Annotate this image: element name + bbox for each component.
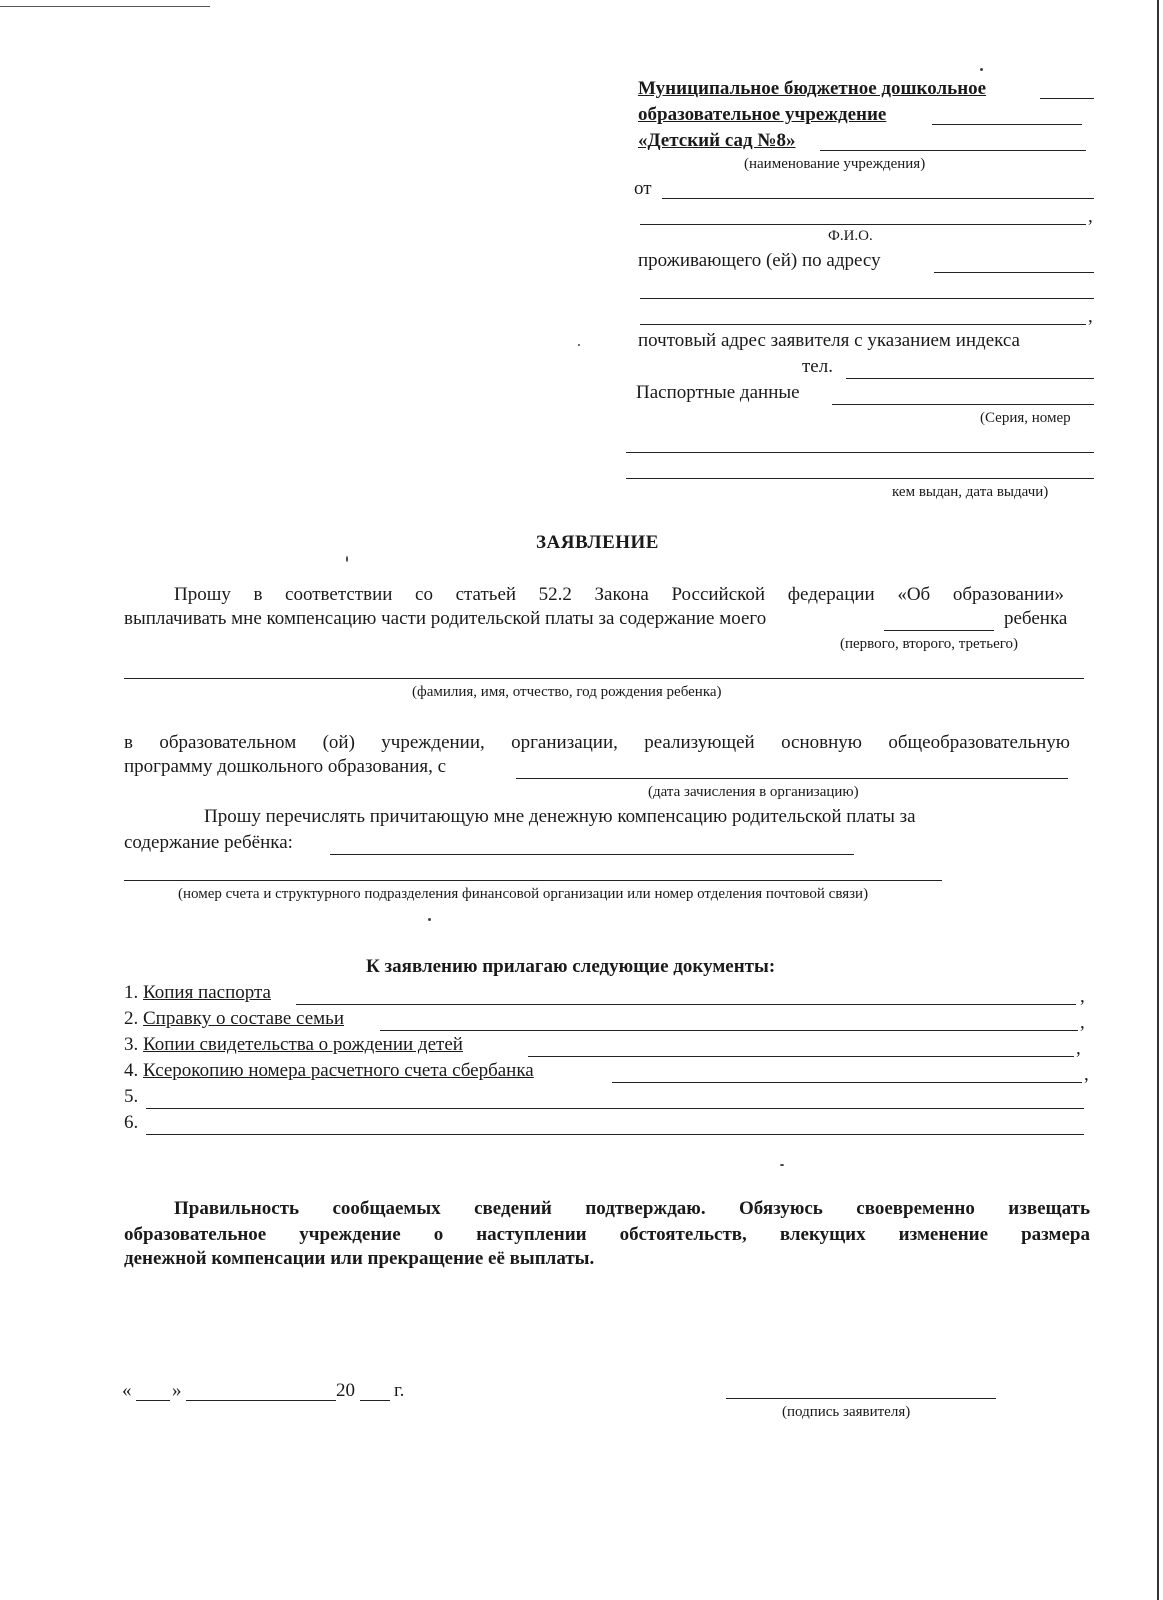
from-fill-line-2 <box>640 224 1086 225</box>
confirmation-line-3: денежной компенсации или прекращение её выплаты. <box>124 1248 595 1269</box>
attachment-number: 5. <box>124 1086 139 1107</box>
attachment-fill-line <box>380 1030 1078 1031</box>
child-name-fill <box>124 678 1084 679</box>
issued-caption: кем выдан, дата выдачи) <box>892 484 1049 500</box>
date-year-fill <box>360 1400 390 1401</box>
attachment-comma: , <box>1076 1038 1081 1059</box>
institution-line-1: Муниципальное бюджетное дошкольное <box>638 78 987 99</box>
attachment-number: 3. <box>124 1034 139 1055</box>
date-day-fill <box>136 1400 170 1401</box>
date-year-prefix: 20 <box>336 1380 355 1401</box>
attachment-fill-line <box>528 1056 1074 1057</box>
institution-line-3-fill <box>820 150 1086 151</box>
confirmation-line-1: Правильность сообщаемых сведений подтверждаю. Обязуюсь своевременно извещать <box>174 1198 1090 1219</box>
scan-speck <box>578 344 580 346</box>
request-paragraph-line-2b: ребенка <box>1004 608 1068 629</box>
attachment-fill-line <box>296 1004 1076 1005</box>
signature-caption: (подпись заявителя) <box>782 1404 911 1420</box>
date-year-suffix: г. <box>394 1380 405 1401</box>
passport-fill-line <box>832 404 1094 405</box>
attachment-item <box>124 1008 344 1030</box>
attachment-text: Копия паспорта <box>143 982 271 1003</box>
from-fill-line-1 <box>662 198 1094 199</box>
attachment-text: Ксерокопию номера расчетного счета сбербанка <box>143 1060 534 1081</box>
request-paragraph-line-2a: выплачивать мне компенсацию части родительской платы за содержание моего <box>124 608 767 629</box>
account-fill-line-2 <box>124 880 942 881</box>
attachment-item <box>124 982 271 1004</box>
passport-fill-line-3 <box>626 478 1094 479</box>
attachment-item <box>124 1060 534 1082</box>
attachment-comma: , <box>1080 1012 1085 1033</box>
scan-edge-top <box>0 6 210 7</box>
passport-caption: (Серия, номер <box>980 410 1071 426</box>
scan-speck <box>346 556 348 562</box>
attachment-comma: , <box>1084 1064 1089 1085</box>
attachment-number: 2. <box>124 1008 139 1029</box>
scan-edge-right <box>1157 0 1159 1600</box>
attachment-item <box>124 1034 463 1056</box>
address-comma: , <box>1088 306 1093 327</box>
attachment-number: 4. <box>124 1060 139 1081</box>
passport-label: Паспортные данные <box>636 382 800 403</box>
date-month-fill <box>186 1400 336 1401</box>
phone-fill-line <box>846 378 1094 379</box>
from-label: от <box>634 178 652 199</box>
phone-label: тел. <box>802 356 833 377</box>
scan-speck <box>780 1164 784 1166</box>
institution-paragraph-line-1: в образовательном (ой) учреждении, организации, реализующей основную общеобразовательную <box>124 732 1070 753</box>
attachment-number: 1. <box>124 982 139 1003</box>
scan-speck <box>428 918 431 921</box>
enroll-caption: (дата зачисления в организацию) <box>648 784 859 800</box>
address-fill-line-1 <box>934 272 1094 273</box>
attachment-item <box>124 1112 138 1134</box>
institution-line-1-fill <box>1040 98 1094 99</box>
account-caption: (номер счета и структурного подразделения финансовой организации или номер отделения почтовой связи) <box>178 886 869 902</box>
document-title: ЗАЯВЛЕНИЕ <box>536 532 659 553</box>
fio-caption: Ф.И.О. <box>828 228 873 244</box>
enroll-date-fill <box>516 778 1068 779</box>
address-fill-line-3 <box>640 324 1086 325</box>
attachment-fill-line <box>612 1082 1082 1083</box>
transfer-paragraph-line-2: содержание ребёнка: <box>124 832 293 853</box>
address-fill-line-2 <box>640 298 1094 299</box>
attachment-item <box>124 1086 138 1108</box>
transfer-paragraph-line-1: Прошу перечислять причитающую мне денежную компенсацию родительской платы за <box>204 806 916 827</box>
child-name-caption: (фамилия, имя, отчество, год рождения ребенка) <box>412 684 722 700</box>
confirmation-line-2: образовательное учреждение о наступлении обстоятельств, влекущих изменение размера <box>124 1224 1090 1245</box>
child-order-fill <box>884 630 994 631</box>
scan-speck <box>980 68 983 71</box>
account-fill-line-1 <box>330 854 854 855</box>
institution-line-2: образовательное учреждение <box>638 104 887 125</box>
date-close-quote: » <box>172 1380 182 1401</box>
request-paragraph-line-1: Прошу в соответствии со статьей 52.2 Закона Российской федерации «Об образовании» <box>174 584 1064 605</box>
institution-paragraph-line-2: программу дошкольного образования, с <box>124 756 447 777</box>
attachment-number: 6. <box>124 1112 139 1133</box>
child-order-caption: (первого, второго, третьего) <box>840 636 1019 652</box>
attachment-text: Справку о составе семьи <box>143 1008 345 1029</box>
institution-line-3: «Детский сад №8» <box>638 130 796 151</box>
from-comma: , <box>1088 206 1093 227</box>
attachment-fill-line <box>146 1134 1084 1135</box>
attachments-heading: К заявлению прилагаю следующие документы: <box>366 956 776 977</box>
institution-caption: (наименование учреждения) <box>744 156 926 172</box>
attachment-fill-line <box>146 1108 1084 1109</box>
postal-caption: почтовый адрес заявителя с указанием индекса <box>638 330 1020 351</box>
attachment-comma: , <box>1080 986 1085 1007</box>
signature-line <box>726 1398 996 1399</box>
date-open-quote: « <box>122 1380 132 1401</box>
address-label: проживающего (ей) по адресу <box>638 250 881 271</box>
institution-line-2-fill <box>932 124 1082 125</box>
attachment-text: Копии свидетельства о рождении детей <box>143 1034 463 1055</box>
passport-fill-line-2 <box>626 452 1094 453</box>
